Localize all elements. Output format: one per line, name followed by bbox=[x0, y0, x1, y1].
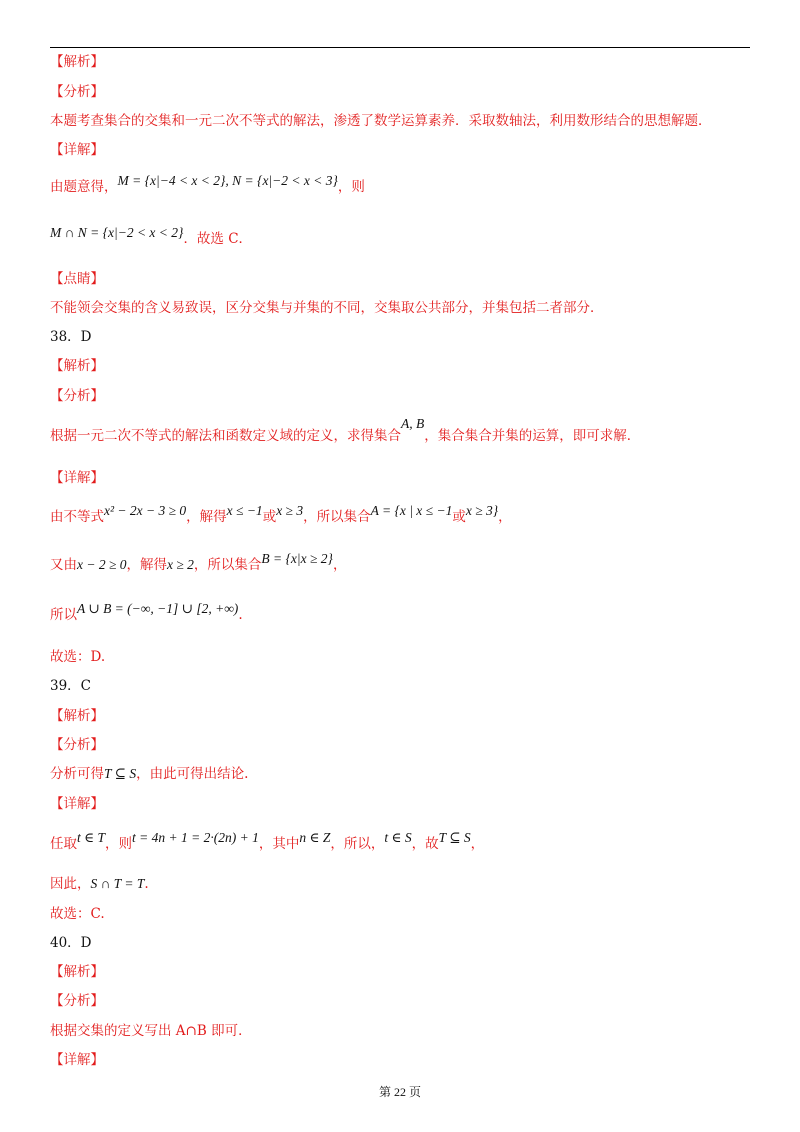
q38-l3-math: A ∪ B = (−∞, −1] ∪ [2, +∞) bbox=[77, 601, 239, 616]
q39-l1-pre: 任取 bbox=[50, 836, 77, 852]
q39-detail-line2 bbox=[50, 875, 149, 893]
q38-fenxi-line bbox=[50, 416, 641, 445]
q38-l3-pre: 所以 bbox=[50, 607, 77, 623]
q38-l2-t2: ，所以集合 bbox=[193, 557, 262, 573]
q39-answer: 故选：C. bbox=[50, 906, 105, 922]
q39-l1-t1: ，则 bbox=[105, 836, 133, 852]
q39-l2-math: S ∩ T = T bbox=[90, 876, 145, 891]
q38-l1-m3: x ≥ 3 bbox=[276, 503, 304, 518]
q39-tag-jiexi: 【解析】 bbox=[50, 708, 104, 724]
q39-header: 39．C bbox=[50, 678, 92, 694]
q39-l1-m1: t ∈ T bbox=[77, 830, 106, 845]
q40-tag-jiexi: 【解析】 bbox=[50, 964, 104, 980]
q39-l1-m4: t ∈ S bbox=[384, 830, 412, 845]
q37-l1-post: ，则 bbox=[337, 179, 365, 195]
q39-fenxi-line bbox=[50, 765, 248, 783]
q37-l2-math: M ∩ N = {x|−2 < x < 2} bbox=[50, 225, 184, 240]
q38-answer: 故选：D. bbox=[50, 649, 106, 665]
q37-dianjing-text: 不能领会交集的含义易致误，区分交集与并集的不同，交集取公共部分，并集包括二者部分． bbox=[50, 300, 604, 316]
q38-l1-t3: ，所以集合 bbox=[303, 509, 371, 525]
q39-fenxi-pre: 分析可得 bbox=[50, 766, 104, 782]
q38-l2-t3: ， bbox=[332, 557, 347, 573]
q40-header: 40．D bbox=[50, 935, 92, 951]
q38-tag-fenxi: 【分析】 bbox=[50, 388, 104, 404]
q38-l3-post: . bbox=[238, 607, 243, 623]
q38-detail-line2 bbox=[50, 551, 347, 574]
q38-l1-t4: 或 bbox=[452, 509, 466, 525]
tag-jiexi: 【解析】 bbox=[50, 54, 104, 70]
q39-fenxi-post: ，由此可得出结论. bbox=[136, 766, 249, 782]
q39-l1-t2: ，其中 bbox=[258, 836, 300, 852]
q39-l1-m5: T ⊆ S bbox=[438, 830, 471, 845]
q38-detail-line3 bbox=[50, 601, 243, 624]
q39-tag-fenxi: 【分析】 bbox=[50, 737, 104, 753]
q38-l1-t5: ， bbox=[498, 509, 512, 525]
q39-fenxi-math: T ⊆ S bbox=[104, 766, 137, 781]
q38-tag-xiangjie: 【详解】 bbox=[50, 470, 104, 486]
q38-detail-line1 bbox=[50, 503, 512, 526]
q39-l2-pre: 因此， bbox=[50, 876, 91, 892]
q38-l2-m2: x ≥ 2 bbox=[167, 557, 194, 572]
header-rule bbox=[50, 47, 750, 48]
tag-dianjing: 【点睛】 bbox=[50, 271, 104, 287]
q38-l2-m3: B = {x|x ≥ 2} bbox=[261, 551, 333, 566]
q38-l1-m2: x ≤ −1 bbox=[226, 503, 263, 518]
q37-fenxi-text: 本题考查集合的交集和一元二次不等式的解法，渗透了数学运算素养．采取数轴法，利用数形结合的思想解题． bbox=[50, 113, 712, 129]
q38-l1-t1: ，解得 bbox=[186, 509, 227, 525]
q38-l1-m1: x² − 2x − 3 ≥ 0 bbox=[104, 503, 187, 518]
q38-l1-t2: 或 bbox=[262, 509, 277, 525]
q37-detail-line1 bbox=[50, 173, 365, 196]
q37-l1-pre: 由题意得， bbox=[50, 179, 118, 195]
q37-l1-math: M = {x|−4 < x < 2}, N = {x|−2 < x < 3} bbox=[117, 173, 338, 188]
q40-tag-fenxi: 【分析】 bbox=[50, 993, 104, 1009]
q37-detail-line2 bbox=[50, 225, 253, 248]
q39-l2-post: . bbox=[144, 876, 149, 892]
q38-l2-m1: x − 2 ≥ 0 bbox=[77, 557, 127, 572]
tag-xiangjie: 【详解】 bbox=[50, 142, 104, 158]
q38-fenxi-post: ，集合集合并集的运算，即可求解． bbox=[424, 428, 641, 444]
q38-l1-pre: 由不等式 bbox=[50, 509, 104, 525]
q39-l1-m3: n ∈ Z bbox=[299, 830, 331, 845]
q40-fenxi-text: 根据交集的定义写出 A∩B 即可． bbox=[50, 1023, 252, 1039]
q38-fenxi-pre: 根据一元二次不等式的解法和函数定义域的定义，求得集合 bbox=[50, 428, 401, 444]
tag-fenxi: 【分析】 bbox=[50, 84, 104, 100]
q39-l1-t5: ， bbox=[470, 836, 485, 852]
q39-l1-m2: t = 4n + 1 = 2·(2n) + 1 bbox=[132, 830, 259, 845]
q38-l2-pre: 又由 bbox=[50, 557, 77, 573]
q39-tag-xiangjie: 【详解】 bbox=[50, 796, 104, 812]
q38-l2-t1: ，解得 bbox=[126, 557, 168, 573]
q40-tag-xiangjie: 【详解】 bbox=[50, 1052, 104, 1068]
q38-tag-jiexi: 【解析】 bbox=[50, 358, 104, 374]
q38-header: 38．D bbox=[50, 329, 92, 345]
q38-l1-m4: A = {x | x ≤ −1 bbox=[370, 503, 453, 518]
q39-l1-t4: ，故 bbox=[411, 836, 439, 852]
q38-fenxi-math: A, B bbox=[401, 416, 425, 431]
q39-detail-line1 bbox=[50, 830, 485, 853]
page-footer: 第 22 页 bbox=[378, 1085, 421, 1099]
q37-l2-post: ．故选 C． bbox=[183, 231, 253, 247]
q38-l1-m5: x ≥ 3} bbox=[465, 503, 499, 518]
q39-l1-t3: ，所以， bbox=[330, 836, 385, 852]
